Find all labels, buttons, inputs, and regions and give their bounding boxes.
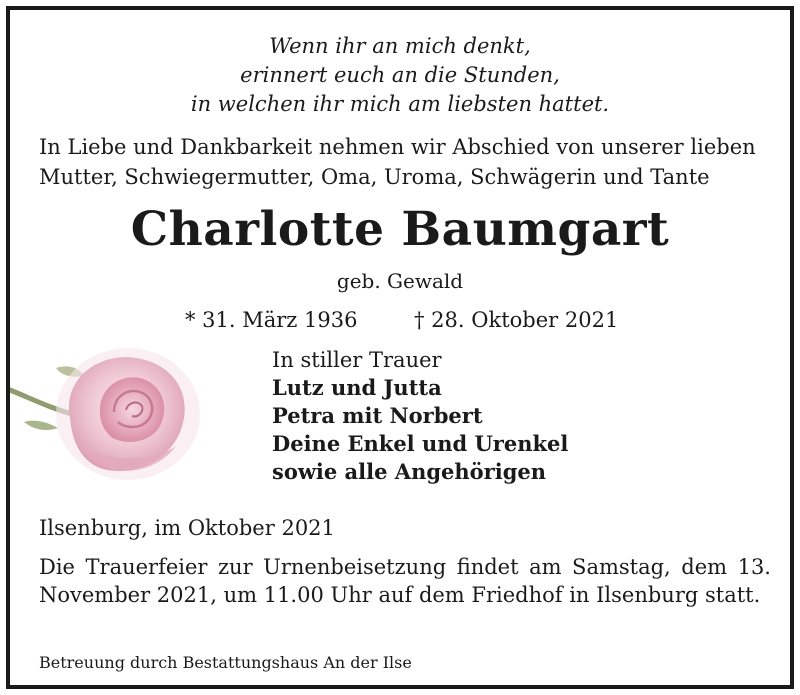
mourners-heading: In stiller Trauer <box>272 348 442 372</box>
mourner-name: sowie alle Angehörigen <box>272 459 547 484</box>
intro-line: In Liebe und Dankbarkeit nehmen wir Abschied von unserer lieben <box>39 135 756 159</box>
ceremony-notice: Die Trauerfeier zur Urnenbeisetzung findet am Samstag, dem 13. November 2021, um 11.00 Uhr auf dem Friedhof in Ilsenburg statt. <box>39 555 771 607</box>
poem-line: Wenn ihr an mich denkt, <box>269 34 531 58</box>
intro-line: Mutter, Schwiegermutter, Oma, Uroma, Schwägerin und Tante <box>39 165 710 189</box>
poem-line: erinnert euch an die Stunden, <box>240 63 560 87</box>
mourners-block <box>272 346 568 486</box>
undertaker-note: Betreuung durch Bestattungshaus An der Ilse <box>39 653 412 672</box>
obituary-frame <box>6 6 794 689</box>
deceased-name: Charlotte Baumgart <box>130 202 670 257</box>
mourner-name: Lutz und Jutta <box>272 375 442 400</box>
death-date: † 28. Oktober 2021 <box>414 308 619 332</box>
place-date: Ilsenburg, im Oktober 2021 <box>39 516 335 540</box>
maiden-name: geb. Gewald <box>336 269 464 293</box>
rose-icon <box>10 328 200 488</box>
poem <box>10 32 790 119</box>
birth-date: * 31. März 1936 <box>185 308 358 332</box>
poem-line: in welchen ihr mich am liebsten hattet. <box>190 92 610 116</box>
intro-text <box>39 132 779 192</box>
mourner-name: Deine Enkel und Urenkel <box>272 431 569 456</box>
mourner-name: Petra mit Norbert <box>272 403 483 428</box>
